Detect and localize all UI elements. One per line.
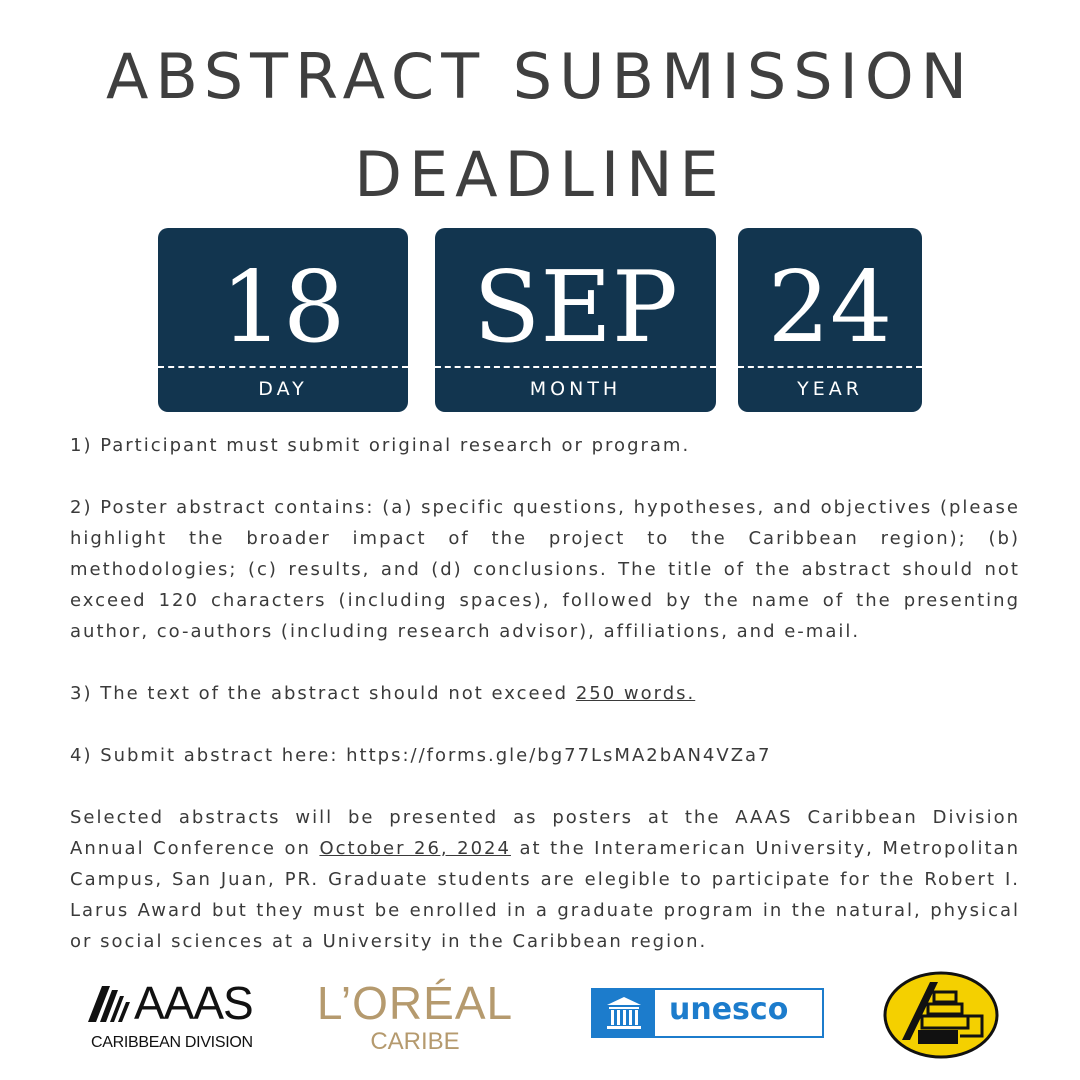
month-box xyxy=(435,228,716,412)
unesco-wordmark: unesco xyxy=(669,992,789,1027)
month-value: SEP xyxy=(473,251,678,365)
aaas-wordmark: AAAS xyxy=(134,977,253,1029)
rule-2: 2) Poster abstract contains: (a) specific questions, hypotheses, and objectives (please highlight the broader impact of the project to the Caribbean region); (b) methodologies; (c) results, and (d) conclusions. The title of the abstract should not exceed 120 characters (including spaces), followed by the name of the presenting author, co-authors (including research advisor), affiliations, and e-mail. xyxy=(70,497,1020,642)
institution-emblem-icon xyxy=(882,970,1000,1060)
day-label: DAY xyxy=(258,378,308,400)
rule-3-text: 3) The text of the abstract should not exceed xyxy=(70,683,576,704)
sponsor-logos xyxy=(0,970,1080,1070)
rules-content xyxy=(70,430,1020,957)
year-divider xyxy=(738,366,922,368)
day-value: 18 xyxy=(220,251,346,365)
month-label: MONTH xyxy=(529,378,622,400)
year-value: 24 xyxy=(767,251,893,365)
rule-3 xyxy=(70,678,1020,709)
conference-note-text-1: Selected abstracts will be presented as posters at the AAAS Caribbean Division Annual Conference on xyxy=(70,807,1020,859)
word-limit: 250 words. xyxy=(575,683,696,704)
year-box xyxy=(738,228,922,412)
loreal-wordmark: L’ORÉAL xyxy=(316,977,514,1029)
aaas-division: CARIBBEAN DIVISION xyxy=(91,1034,253,1051)
year-label: YEAR xyxy=(797,378,863,400)
unesco-logo xyxy=(591,988,824,1038)
conference-date: October 26, 2024 xyxy=(319,838,511,859)
loreal-logo xyxy=(300,978,530,1058)
month-divider xyxy=(435,366,716,368)
loreal-region: CARIBE xyxy=(370,1028,460,1055)
conference-note xyxy=(70,802,1020,957)
unesco-temple-icon xyxy=(593,990,655,1036)
page-title-line2: DEADLINE xyxy=(354,138,726,211)
conference-note-text-2: at the Interamerican University, Metropolitan Campus, San Juan, PR. Graduate students are elegible to participate for the Robert I. Larus Award but they must be enrolled in a graduate program in the natural, physical or social sciences at a University in the Caribbean region. xyxy=(70,838,1020,952)
aaas-mark-icon xyxy=(88,986,134,1022)
rule-4[interactable]: 4) Submit abstract here: https://forms.gle/bg77LsMA2bAN4VZa7 xyxy=(70,745,772,766)
day-box xyxy=(158,228,408,412)
day-divider xyxy=(158,366,408,368)
aaas-logo xyxy=(88,978,260,1054)
page-title-line1: ABSTRACT SUBMISSION xyxy=(105,40,975,113)
rule-1: 1) Participant must submit original research or program. xyxy=(70,435,691,456)
